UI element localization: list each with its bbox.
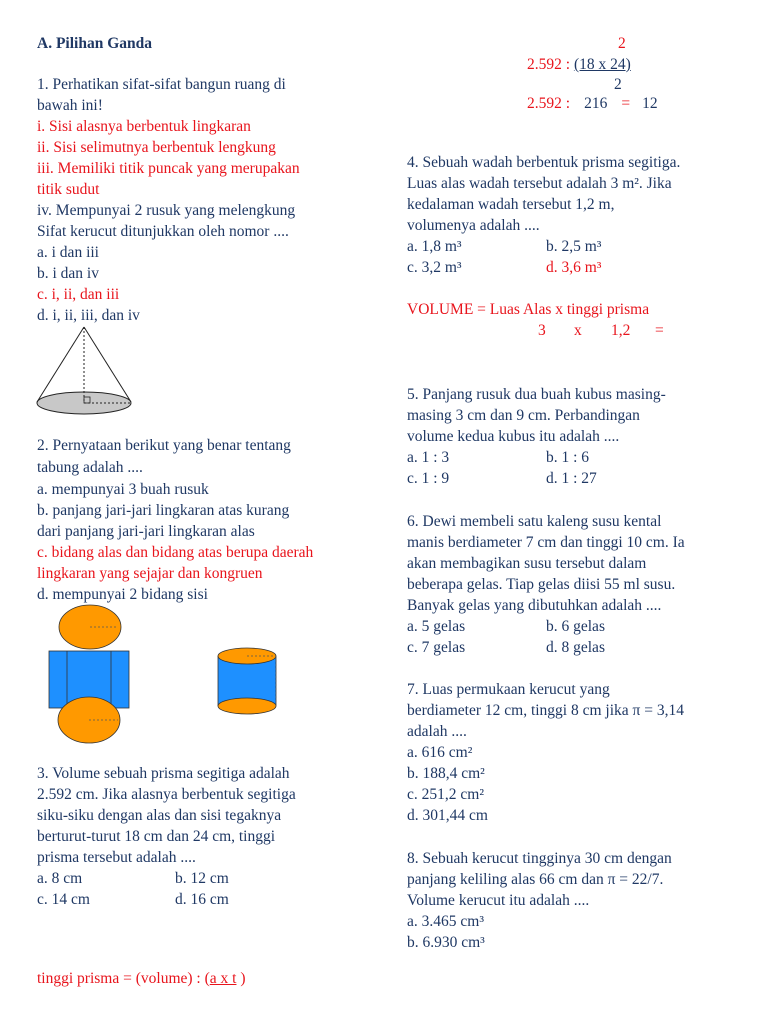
- q5-option-d: d. 1 : 27: [546, 470, 597, 487]
- q7-text-1: 7. Luas permukaan kerucut yang: [407, 681, 610, 698]
- net-bottom-disc: [58, 697, 120, 743]
- cone-side-left: [37, 327, 84, 402]
- q6-text-5: Banyak gelas yang dibutuhkan adalah ....: [407, 597, 662, 614]
- q6-option-c: c. 7 gelas: [407, 639, 466, 656]
- q2-option-a: a. mempunyai 3 buah rusuk: [37, 481, 209, 498]
- q3-option-d: d. 16 cm: [175, 891, 229, 908]
- q3-work-row-4-eq: =: [621, 95, 631, 112]
- q1-text-1: 1. Perhatikan sifat-sifat bangun ruang di: [37, 76, 286, 93]
- q2-option-c-2: lingkaran yang sejajar dan kongruen: [37, 565, 263, 582]
- q1-option-b: b. i dan iv: [37, 265, 99, 282]
- q3-text-2: 2.592 cm. Jika alasnya berbentuk segitiga: [37, 786, 296, 803]
- q2-option-b-2: dari panjang jari-jari lingkaran alas: [37, 523, 255, 540]
- q1-option-c: c. i, ii, dan iii: [37, 286, 120, 303]
- q4-working-1: VOLUME = Luas Alas x tinggi prisma: [407, 301, 650, 318]
- q6-option-d: d. 8 gelas: [546, 639, 605, 656]
- cylinder-top-disc: [218, 648, 276, 664]
- cone-side-right: [84, 327, 131, 402]
- q7-option-c: c. 251,2 cm²: [407, 786, 484, 803]
- q3-option-a: a. 8 cm: [37, 870, 83, 887]
- q3-text-5: prisma tersebut adalah ....: [37, 849, 196, 866]
- q4-text-3: kedalaman wadah tersebut 1,2 m,: [407, 196, 615, 213]
- q8-option-b: b. 6.930 cm³: [407, 934, 485, 951]
- q4-working-2b: x: [574, 322, 582, 339]
- q3-work-row-4-result: 12: [642, 95, 658, 112]
- q3-text-4: berturut-turut 18 cm dan 24 cm, tinggi: [37, 828, 276, 845]
- q5-text-1: 5. Panjang rusuk dua buah kubus masing-: [407, 386, 666, 403]
- q8-text-3: Volume kerucut itu adalah ....: [407, 892, 590, 909]
- q6-text-3: akan membagikan susu tersebut dalam: [407, 555, 647, 572]
- q4-working-2c: 1,2: [611, 322, 631, 339]
- q5-text-2: masing 3 cm dan 9 cm. Perbandingan: [407, 407, 640, 424]
- q3-work-fraction: (18 x 24): [573, 56, 631, 73]
- q4-option-b: b. 2,5 m³: [546, 238, 602, 255]
- q5-option-a: a. 1 : 3: [407, 449, 450, 466]
- q6-text-2: manis berdiameter 7 cm dan tinggi 10 cm. Ia: [407, 534, 685, 551]
- q4-text-4: volumenya adalah ....: [407, 217, 540, 234]
- q2-option-c-1: c. bidang alas dan bidang atas berupa daerah: [37, 544, 314, 561]
- q5-text-3: volume kedua kubus itu adalah ....: [407, 428, 620, 445]
- q6-text-4: beberapa gelas. Tiap gelas diisi 55 ml susu.: [407, 576, 676, 593]
- q4-text-1: 4. Sebuah wadah berbentuk prisma segitiga.: [407, 154, 681, 171]
- q3-work-row-2-left: 2.592 :: [527, 56, 574, 73]
- q7-text-3: adalah ....: [407, 723, 467, 740]
- q3-text-3: siku-siku dengan alas dan sisi tegaknya: [37, 807, 282, 824]
- q1-question: Sifat kerucut ditunjukkan oleh nomor ....: [37, 223, 289, 240]
- q7-option-b: b. 188,4 cm²: [407, 765, 485, 782]
- q3-work-denominator: 2: [614, 76, 622, 93]
- q4-working-2d: =: [655, 322, 664, 339]
- q1-stmt-iii-2: titik sudut: [37, 181, 100, 198]
- q3-text-1: 3. Volume sebuah prisma segitiga adalah: [37, 765, 290, 782]
- q2-text-2: tabung adalah ....: [37, 459, 143, 476]
- q1-option-d: d. i, ii, iii, dan iv: [37, 307, 140, 324]
- q1-stmt-i: i. Sisi alasnya berbentuk lingkaran: [37, 118, 251, 135]
- q1-stmt-ii: ii. Sisi selimutnya berbentuk lengkung: [37, 139, 276, 156]
- q4-option-d: d. 3,6 m³: [546, 259, 602, 276]
- q3-working-suffix: ): [236, 970, 246, 987]
- q3-work-row-4-left: 2.592 :: [527, 95, 571, 112]
- q3-working-prefix: tinggi prisma = (volume) : (: [37, 970, 210, 987]
- q3-working-underlined: a x t: [209, 970, 237, 987]
- net-top-disc: [59, 605, 121, 649]
- q4-option-a: a. 1,8 m³: [407, 238, 462, 255]
- q1-text-2: bawah ini!: [37, 97, 103, 114]
- q4-text-2: Luas alas wadah tersebut adalah 3 m². Jika: [407, 175, 672, 192]
- q6-text-1: 6. Dewi membeli satu kaleng susu kental: [407, 513, 662, 530]
- q7-option-d: d. 301,44 cm: [407, 807, 488, 824]
- q5-option-b: b. 1 : 6: [546, 449, 590, 466]
- q1-option-a: a. i dan iii: [37, 244, 99, 261]
- q4-working-2a: 3: [538, 322, 546, 339]
- net-side-rect: [49, 651, 129, 708]
- cylinder-body: [218, 656, 276, 706]
- q6-option-b: b. 6 gelas: [546, 618, 605, 635]
- q1-stmt-iii-1: iii. Memiliki titik puncak yang merupakan: [37, 160, 300, 177]
- q3-option-b: b. 12 cm: [175, 870, 229, 887]
- cone-right-angle: [84, 397, 90, 403]
- q3-work-row-2: [527, 55, 631, 75]
- q2-option-b-1: b. panjang jari-jari lingkaran atas kurang: [37, 502, 290, 519]
- q8-option-a: a. 3.465 cm³: [407, 913, 484, 930]
- q7-option-a: a. 616 cm²: [407, 744, 473, 761]
- q8-text-1: 8. Sebuah kerucut tingginya 30 cm dengan: [407, 850, 672, 867]
- q4-option-c: c. 3,2 m³: [407, 259, 462, 276]
- q5-option-c: c. 1 : 9: [407, 470, 450, 487]
- q3-work-row-4: [527, 94, 658, 114]
- q2-option-d: d. mempunyai 2 bidang sisi: [37, 586, 208, 603]
- q8-text-2: panjang keliling alas 66 cm dan π = 22/7.: [407, 871, 664, 888]
- q3-work-row-4-value: 216: [584, 95, 608, 112]
- q3-work-numerator-top: 2: [618, 35, 626, 52]
- q3-working: [37, 969, 246, 989]
- q2-text-1: 2. Pernyataan berikut yang benar tentang: [37, 437, 291, 454]
- section-title: A. Pilihan Ganda: [37, 35, 152, 52]
- q3-option-c: c. 14 cm: [37, 891, 90, 908]
- q6-option-a: a. 5 gelas: [407, 618, 466, 635]
- cone-base: [37, 392, 131, 414]
- cylinder-bottom-disc: [218, 698, 276, 714]
- q7-text-2: berdiameter 12 cm, tinggi 8 cm jika π = 3,14: [407, 702, 684, 719]
- q1-stmt-iv: iv. Mempunyai 2 rusuk yang melengkung: [37, 202, 296, 219]
